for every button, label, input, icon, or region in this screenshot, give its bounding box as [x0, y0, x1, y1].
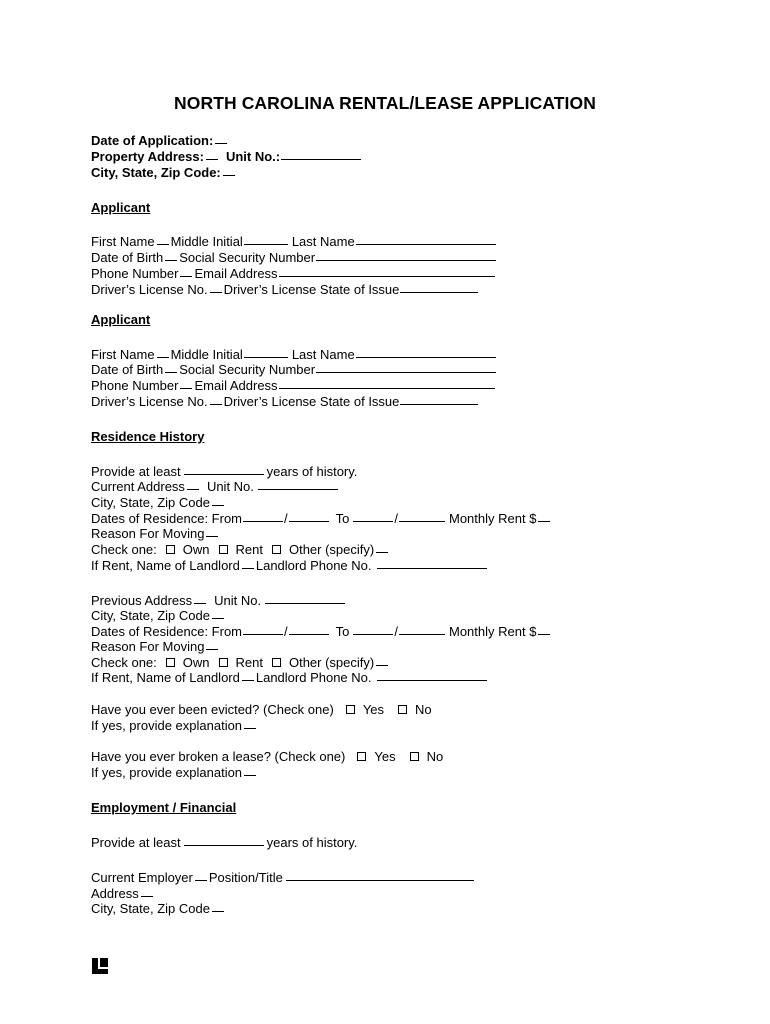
- page-title: NORTH CAROLINA RENTAL/LEASE APPLICATION: [174, 93, 596, 113]
- other-label: Other (specify): [288, 655, 375, 670]
- last-name-label: Last Name: [291, 234, 355, 249]
- evicted-question: Have you ever been evicted? (Check one): [91, 702, 334, 717]
- landlord-name-field[interactable]: [242, 557, 254, 569]
- monthly-rent-field[interactable]: [538, 623, 550, 635]
- landlord-name-field[interactable]: [242, 669, 254, 681]
- check-one-label: Check one:: [91, 655, 157, 670]
- applicant-1-heading: Applicant: [91, 200, 151, 215]
- applicant-1-license-row: [91, 282, 681, 298]
- email-field[interactable]: [279, 377, 495, 389]
- broken-lease-question: Have you ever broken a lease? (Check one): [91, 749, 346, 764]
- yes-label: Yes: [362, 702, 385, 717]
- applicant-2-dob-row: [91, 362, 681, 378]
- middle-initial-label: Middle Initial: [170, 347, 243, 362]
- reason-label: Reason For Moving: [91, 639, 205, 654]
- slash: /: [284, 511, 288, 526]
- yes-label: Yes: [374, 749, 396, 764]
- previous-reason-row: [91, 639, 681, 655]
- last-name-label: Last Name: [291, 347, 355, 362]
- evicted-yes-checkbox[interactable]: [346, 705, 355, 714]
- first-name-field[interactable]: [157, 346, 169, 358]
- property-address-label: Property Address:: [91, 149, 204, 164]
- broken-explain-field[interactable]: [244, 764, 256, 776]
- first-name-field[interactable]: [157, 233, 169, 245]
- current-reason-row: [91, 526, 681, 542]
- position-field[interactable]: [286, 869, 474, 881]
- rent-checkbox[interactable]: [219, 658, 228, 667]
- first-name-label: First Name: [91, 347, 155, 362]
- monthly-rent-field[interactable]: [538, 510, 550, 522]
- employer-address-label: Address: [91, 886, 139, 901]
- landlord-name-label: If Rent, Name of Landlord: [91, 558, 240, 573]
- last-name-field[interactable]: [356, 233, 496, 245]
- residence-years-field[interactable]: [184, 463, 264, 475]
- email-field[interactable]: [279, 265, 495, 277]
- city-state-zip-label: City, State, Zip Code: [91, 495, 210, 510]
- unit-no-field[interactable]: [265, 592, 345, 604]
- dates-from-label: Dates of Residence: From: [91, 511, 243, 526]
- own-checkbox[interactable]: [166, 658, 175, 667]
- landlord-phone-label: Landlord Phone No.: [255, 670, 372, 685]
- rent-checkbox[interactable]: [219, 545, 228, 554]
- license-state-field[interactable]: [400, 393, 478, 405]
- property-address-row: [91, 149, 681, 165]
- property-address-field[interactable]: [206, 148, 218, 160]
- applicant-2-license-row: [91, 394, 681, 410]
- employer-address-field[interactable]: [141, 885, 153, 897]
- phone-field[interactable]: [180, 377, 192, 389]
- previous-dates-row: [91, 624, 681, 640]
- employment-heading: Employment / Financial: [91, 800, 237, 815]
- previous-address-row: [91, 593, 681, 609]
- rent-label: Rent: [235, 542, 263, 557]
- current-address-field[interactable]: [187, 478, 199, 490]
- applicant-1-name-row: [91, 234, 681, 250]
- dob-label: Date of Birth: [91, 362, 164, 377]
- slash: /: [394, 624, 398, 639]
- to-month-field[interactable]: [353, 623, 393, 635]
- residence-history-heading: Residence History: [91, 429, 205, 444]
- other-checkbox[interactable]: [272, 545, 281, 554]
- unit-no-label: Unit No.: [214, 593, 262, 608]
- unit-no-label: Unit No.: [206, 479, 254, 494]
- previous-address-field[interactable]: [194, 592, 206, 604]
- employment-years-row: [91, 835, 681, 851]
- employer-city-row: [91, 901, 681, 917]
- phone-label: Phone Number: [91, 378, 179, 393]
- dob-field[interactable]: [165, 361, 177, 373]
- applicant-2-phone-row: [91, 378, 681, 394]
- to-label: To: [335, 511, 350, 526]
- date-of-application-field[interactable]: [215, 132, 227, 144]
- no-label: No: [426, 749, 444, 764]
- to-year-field[interactable]: [399, 510, 445, 522]
- provide-suffix: years of history.: [266, 835, 358, 850]
- applicant-1-dob-row: [91, 250, 681, 266]
- current-employer-field[interactable]: [195, 869, 207, 881]
- applicant-2-heading: Applicant: [91, 312, 151, 327]
- slash: /: [394, 511, 398, 526]
- explain-label: If yes, provide explanation: [91, 765, 243, 780]
- city-state-zip-label: City, State, Zip Code: [91, 901, 210, 916]
- ssn-label: Social Security Number: [179, 250, 316, 265]
- dob-field[interactable]: [165, 249, 177, 261]
- current-employer-label: Current Employer: [91, 870, 193, 885]
- landlord-phone-label: Landlord Phone No.: [255, 558, 372, 573]
- reason-label: Reason For Moving: [91, 526, 205, 541]
- evicted-explain-row: [91, 718, 681, 734]
- phone-field[interactable]: [180, 265, 192, 277]
- middle-initial-label: Middle Initial: [170, 234, 243, 249]
- previous-city-row: [91, 608, 681, 624]
- from-year-field[interactable]: [289, 510, 329, 522]
- city-state-zip-row: [91, 165, 681, 181]
- from-month-field[interactable]: [243, 510, 283, 522]
- to-month-field[interactable]: [353, 510, 393, 522]
- middle-initial-field[interactable]: [244, 346, 288, 358]
- unit-no-label: Unit No.:: [225, 149, 281, 164]
- email-label: Email Address: [194, 266, 278, 281]
- check-one-label: Check one:: [91, 542, 157, 557]
- broken-explain-row: [91, 765, 681, 781]
- landlord-name-label: If Rent, Name of Landlord: [91, 670, 240, 685]
- slash: /: [284, 624, 288, 639]
- phone-label: Phone Number: [91, 266, 179, 281]
- reason-field[interactable]: [206, 525, 218, 537]
- broken-lease-row: [91, 749, 681, 765]
- own-label: Own: [182, 542, 210, 557]
- first-name-label: First Name: [91, 234, 155, 249]
- license-state-label: Driver’s License State of Issue: [223, 394, 400, 409]
- unit-no-field[interactable]: [258, 478, 338, 490]
- no-label: No: [415, 702, 432, 717]
- landlord-phone-field[interactable]: [377, 669, 487, 681]
- date-of-application-label: Date of Application:: [91, 133, 214, 148]
- ssn-field[interactable]: [316, 249, 496, 261]
- city-state-zip-field[interactable]: [212, 494, 224, 506]
- rent-label: Rent: [235, 655, 263, 670]
- to-label: To: [335, 624, 350, 639]
- current-employer-row: [91, 870, 681, 886]
- city-state-zip-field[interactable]: [223, 164, 235, 176]
- broken-no-checkbox[interactable]: [410, 752, 419, 761]
- evicted-no-checkbox[interactable]: [398, 705, 407, 714]
- license-state-label: Driver’s License State of Issue: [223, 282, 400, 297]
- to-year-field[interactable]: [399, 623, 445, 635]
- provide-prefix: Provide at least: [91, 835, 181, 850]
- provide-prefix: Provide at least: [91, 464, 181, 479]
- monthly-rent-label: Monthly Rent $: [449, 511, 537, 526]
- position-label: Position/Title: [208, 870, 283, 885]
- employer-address-row: [91, 886, 681, 902]
- email-label: Email Address: [194, 378, 278, 393]
- city-state-zip-field[interactable]: [212, 607, 224, 619]
- ssn-label: Social Security Number: [179, 362, 316, 377]
- date-of-application-row: [91, 133, 681, 149]
- provide-suffix: years of history.: [266, 464, 358, 479]
- other-field[interactable]: [376, 541, 388, 553]
- reason-field[interactable]: [206, 638, 218, 650]
- license-state-field[interactable]: [400, 281, 478, 293]
- previous-landlord-row: [91, 670, 681, 686]
- license-no-label: Driver’s License No.: [91, 394, 208, 409]
- current-address-row: [91, 479, 681, 495]
- current-address-label: Current Address: [91, 479, 185, 494]
- city-state-zip-label: City, State, Zip Code:: [91, 165, 221, 180]
- license-no-field[interactable]: [210, 393, 222, 405]
- license-no-field[interactable]: [210, 281, 222, 293]
- from-month-field[interactable]: [243, 623, 283, 635]
- current-city-row: [91, 495, 681, 511]
- landlord-phone-field[interactable]: [377, 557, 487, 569]
- last-name-field[interactable]: [356, 346, 496, 358]
- current-landlord-row: [91, 558, 681, 574]
- middle-initial-field[interactable]: [244, 233, 288, 245]
- monthly-rent-label: Monthly Rent $: [449, 624, 537, 639]
- other-label: Other (specify): [288, 542, 375, 557]
- ssn-field[interactable]: [316, 361, 496, 373]
- license-no-label: Driver’s License No.: [91, 282, 208, 297]
- city-state-zip-label: City, State, Zip Code: [91, 608, 210, 623]
- other-checkbox[interactable]: [272, 658, 281, 667]
- current-check-row: [91, 542, 681, 558]
- applicant-1-phone-row: [91, 266, 681, 282]
- dob-label: Date of Birth: [91, 250, 164, 265]
- own-label: Own: [182, 655, 210, 670]
- explain-label: If yes, provide explanation: [91, 718, 243, 733]
- evicted-row: [91, 702, 681, 718]
- broken-yes-checkbox[interactable]: [357, 752, 366, 761]
- previous-address-label: Previous Address: [91, 593, 193, 608]
- residence-years-row: [91, 464, 681, 480]
- from-year-field[interactable]: [289, 623, 329, 635]
- employment-years-field[interactable]: [184, 834, 264, 846]
- current-dates-row: [91, 511, 681, 527]
- unit-no-field[interactable]: [281, 148, 361, 160]
- dates-from-label: Dates of Residence: From: [91, 624, 243, 639]
- other-field[interactable]: [376, 654, 388, 666]
- brand-logo-icon: [91, 957, 109, 975]
- own-checkbox[interactable]: [166, 545, 175, 554]
- evicted-explain-field[interactable]: [244, 717, 256, 729]
- employer-city-field[interactable]: [212, 900, 224, 912]
